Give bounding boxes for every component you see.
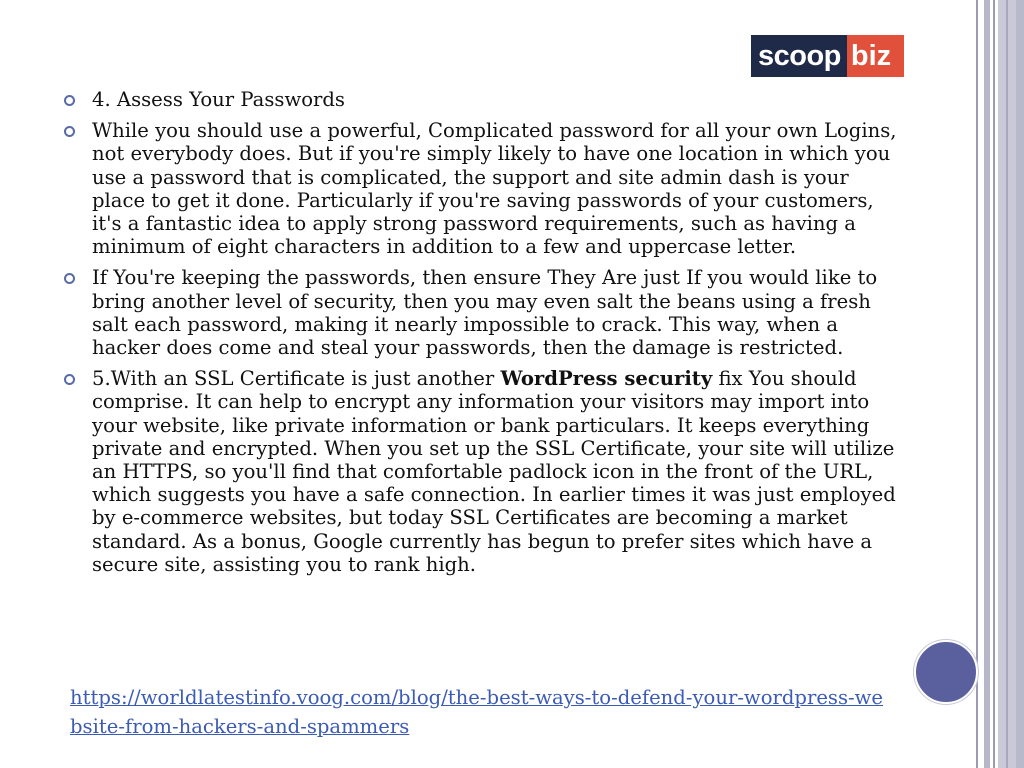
bullet-text: While you should use a powerful, Complicated password for all your own Logins, not everybody does. But if you're simply likely to have one location in which you use a password that is complicated, the support and site admin dash is your place to get it done. Particularly if you're saving passwords of your customers, it's a fantastic idea to apply strong password requirements, such as having a minimum of eight characters in addition to a few and uppercase letter. <box>92 119 897 259</box>
bullet-text: 4. Assess Your Passwords <box>92 88 345 111</box>
bullet-bold-text: WordPress security <box>500 367 713 391</box>
circle-bullet-icon <box>64 273 75 284</box>
source-link[interactable]: https://worldlatestinfo.voog.com/blog/the-best-ways-to-defend-your-wordpress-website-from-hackers-and-spammers <box>70 686 884 738</box>
stripe-line <box>993 0 995 768</box>
stripe-line <box>976 0 978 768</box>
bullet-text-after: fix You should comprise. It can help to encrypt any information your visitors may import into your website, like private information or bank particulars. It keeps everything private and encrypted. When you set up the SSL Certificate, your site will utilize an HTTPS, so you'll find that comfortable padlock icon in the front of the URL, which suggests you have a safe connection. In earlier times it was just employed by e-commerce websites, but today SSL Certificates are becoming a market standard. As a bonus, Google currently has begun to prefer sites which have a secure site, assisting you to rank high. <box>92 367 896 576</box>
circle-bullet-icon <box>64 95 75 106</box>
bullet-item <box>62 119 902 258</box>
bullet-text: If You're keeping the passwords, then ensure They Are just If you would like to bring another level of security, then you may even salt the beans using a fresh salt each password, making it nearly impossible to crack. This way, when a hacker does come and steal your passwords, then the damage is restricted. <box>92 266 878 360</box>
bullet-text-before: 5.With an SSL Certificate is just another <box>92 367 501 391</box>
bullet-item <box>62 88 902 111</box>
bullet-item <box>62 367 902 576</box>
scoopbiz-logo <box>751 35 904 77</box>
circle-bullet-icon <box>64 126 75 137</box>
stripe-line <box>984 0 990 768</box>
stripe-line <box>1006 0 1008 768</box>
logo-left-text: scoop <box>751 35 847 77</box>
stripe-line <box>1016 0 1024 768</box>
bullet-list <box>62 88 902 584</box>
decorative-stripes <box>976 0 1024 768</box>
bullet-item <box>62 266 902 359</box>
decorative-circle <box>914 640 978 704</box>
logo-right-text: biz <box>847 35 904 77</box>
circle-bullet-icon <box>64 374 75 385</box>
